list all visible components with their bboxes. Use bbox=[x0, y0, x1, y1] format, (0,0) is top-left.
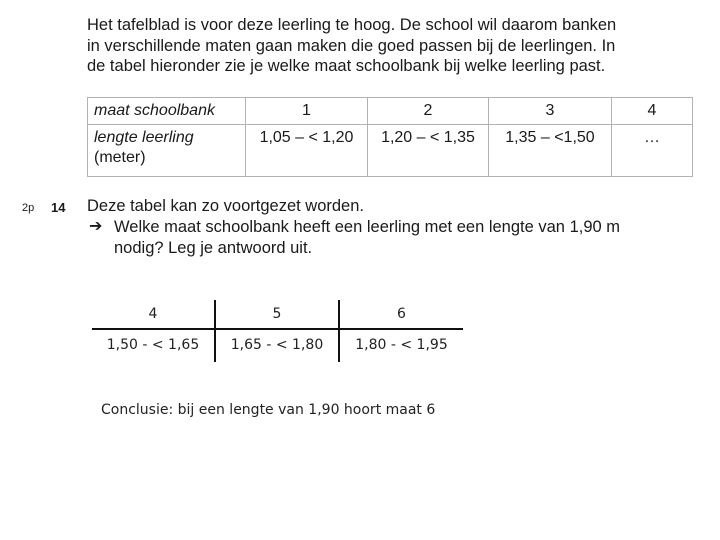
table-cell: 2 bbox=[368, 98, 489, 125]
answer-range: 1,65 - < 1,80 bbox=[230, 337, 324, 353]
table-divider bbox=[92, 328, 463, 330]
table-cell: 1,05 – < 1,20 bbox=[246, 125, 368, 177]
answer-size: 4 bbox=[148, 306, 158, 322]
question-points: 2p bbox=[22, 202, 35, 214]
header-line: lengte leerling bbox=[94, 129, 194, 146]
intro-paragraph bbox=[87, 15, 707, 77]
table-cell: 1,20 – < 1,35 bbox=[368, 125, 489, 177]
answer-range: 1,80 - < 1,95 bbox=[355, 337, 448, 353]
table-cell: 1 bbox=[246, 98, 368, 125]
table-cell: 3 bbox=[489, 98, 612, 125]
question-text bbox=[114, 217, 620, 258]
question-number: 14 bbox=[51, 200, 66, 215]
answer-size: 6 bbox=[397, 306, 406, 322]
table-cell: 4 bbox=[612, 98, 693, 125]
answer-size: 5 bbox=[272, 306, 282, 322]
intro-line: de tabel hieronder zie je welke maat schoolbank bij welke leerling past. bbox=[87, 57, 606, 75]
arrow-icon: ➔ bbox=[89, 218, 103, 235]
table-cell: … bbox=[612, 125, 693, 177]
intro-line: Het tafelblad is voor deze leerling te hoog. De school wil daarom banken bbox=[87, 16, 617, 34]
conclusion-text: Conclusie: bij een lengte van 1,90 hoort maat 6 bbox=[101, 402, 436, 418]
table-row bbox=[88, 98, 693, 125]
question-intro: Deze tabel kan zo voortgezet worden. bbox=[87, 197, 364, 215]
header-line: (meter) bbox=[94, 149, 146, 166]
question-line: Welke maat schoolbank heeft een leerling met een lengte van 1,90 m bbox=[114, 218, 621, 236]
answer-table bbox=[92, 300, 463, 362]
table-cell: 1,35 – <1,50 bbox=[489, 125, 612, 177]
table-header-cell bbox=[88, 125, 246, 177]
table-row bbox=[88, 125, 693, 177]
table-header-cell: maat schoolbank bbox=[88, 98, 246, 125]
question-line: nodig? Leg je antwoord uit. bbox=[114, 238, 313, 257]
answer-range: 1,50 - < 1,65 bbox=[106, 337, 200, 353]
intro-line: in verschillende maten gaan maken die goed passen bij de leerlingen. In bbox=[87, 36, 616, 55]
schoolbank-size-table bbox=[87, 97, 693, 177]
